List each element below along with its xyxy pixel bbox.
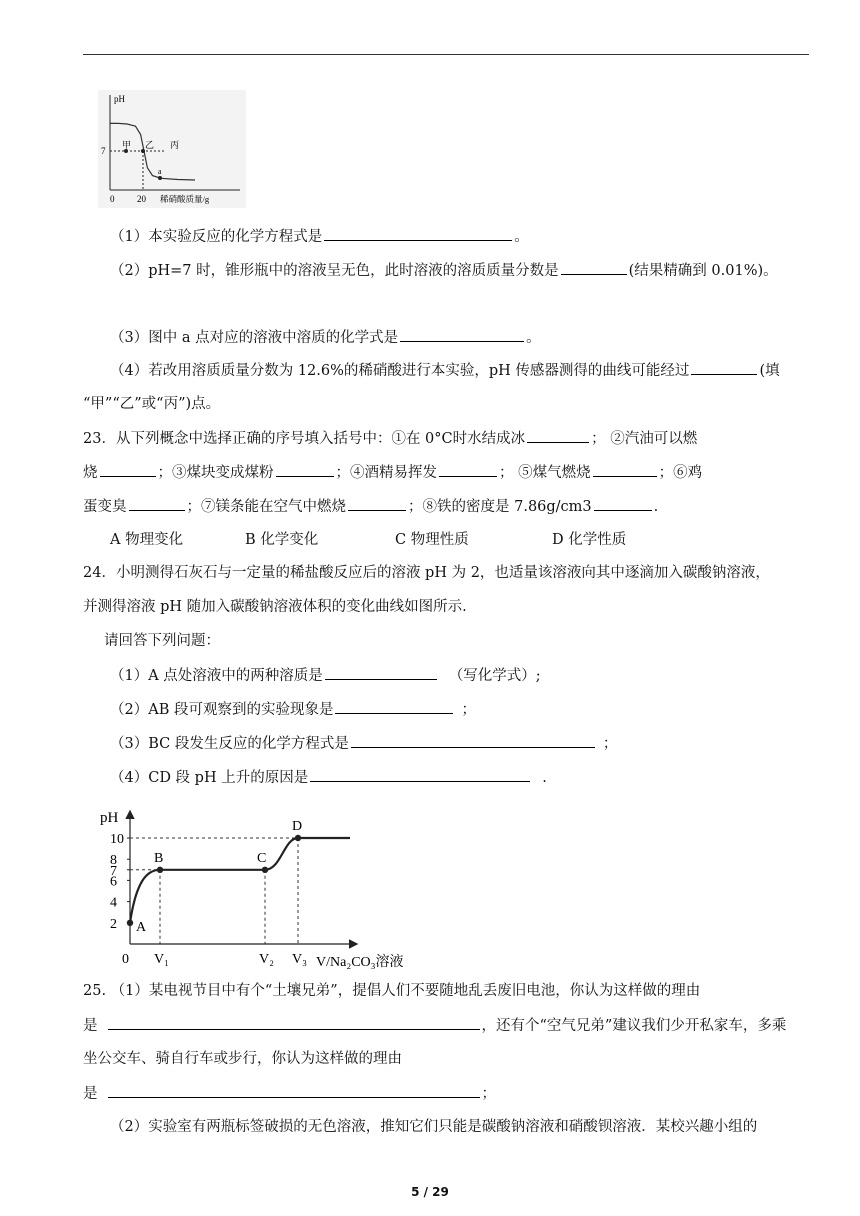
- q25-line2: [83, 1015, 786, 1036]
- q23-blank-6[interactable]: [129, 496, 185, 511]
- q25-l2-a: 是: [83, 1018, 98, 1034]
- q22-p2-text: （2）pH=7 时，锥形瓶中的溶液呈无色，此时溶液的溶质质量分数是: [110, 263, 559, 279]
- q24-p2-blank[interactable]: [335, 699, 453, 714]
- q24-p3-text: （3）BC 段发生反应的化学方程式是: [110, 736, 349, 752]
- q24-p4-end: .: [542, 770, 547, 786]
- q23-l3-b: ；⑦镁条能在空气中燃烧: [186, 499, 346, 515]
- x-tick-20: 20: [137, 194, 146, 204]
- point-d: [295, 835, 301, 841]
- q23-options: [110, 530, 626, 550]
- x-tick-label: V₁: [154, 952, 169, 967]
- q23-blank-1[interactable]: [527, 428, 589, 443]
- q24-p3-blank[interactable]: [351, 733, 595, 748]
- y-tick-label: 2: [110, 916, 117, 932]
- q23-l3-c: ；⑧铁的密度是 7.86g/cm3: [408, 499, 592, 515]
- q23-l2-e: ；⑥鸡: [658, 465, 703, 481]
- y-tick-label: 4: [110, 895, 117, 911]
- q23-line3: [83, 496, 658, 517]
- q22-part4: [110, 360, 780, 381]
- q24-p2-end: ；: [461, 702, 476, 718]
- q22-part2: [110, 260, 778, 281]
- q24-part2: [110, 699, 476, 720]
- label-b: B: [154, 850, 164, 866]
- q25-blank-2[interactable]: [108, 1083, 480, 1098]
- q23-l2-c: ；④酒精易挥发: [335, 465, 437, 481]
- q23-l2-b: ；③煤块变成煤粉: [157, 465, 274, 481]
- q22-p3-blank[interactable]: [400, 327, 524, 342]
- q24-p1-end: （写化学式）;: [448, 668, 541, 684]
- q25-l4-b: ；: [481, 1086, 496, 1102]
- q25-line3: 坐公交车、骑自行车或步行，你认为这样做的理由: [83, 1051, 402, 1067]
- q22-part3: [110, 327, 541, 348]
- q23-blank-3[interactable]: [276, 462, 334, 477]
- q24-part1: [110, 665, 541, 686]
- q22-p4-end: (填: [759, 363, 780, 379]
- q23-blank-5[interactable]: [593, 462, 657, 477]
- q23-option-c: C 物理性质: [395, 532, 469, 548]
- q24-p4-text: （4）CD 段 pH 上升的原因是: [110, 770, 309, 786]
- page-number: 5 / 29: [411, 1185, 449, 1199]
- q25-line1: 25. （1）某电视节目中有个“土壤兄弟”，提倡人们不要随地乱丢废旧电池，你认为这样做的理由: [83, 983, 701, 999]
- q22-p3-end: 。: [526, 330, 541, 346]
- q23-blank-4[interactable]: [439, 462, 497, 477]
- q24-part3: [110, 733, 617, 754]
- data-points-2: [127, 819, 302, 935]
- q23-l1-text: 23．从下列概念中选择正确的序号填入括号中：①在 0°C时水结成冰: [83, 431, 526, 447]
- q23-option-d: D 化学性质: [552, 532, 627, 548]
- q23-option-a: A 物理变化: [110, 532, 184, 548]
- label-yi: 乙: [145, 140, 155, 150]
- q24-p4-blank[interactable]: [310, 767, 530, 782]
- q22-p4-blank[interactable]: [691, 360, 757, 375]
- x-tick-0: 0: [110, 194, 115, 204]
- x-axis-label-2: V/Na₂CO₃溶液: [316, 955, 404, 970]
- y-axis-label: pH: [114, 94, 125, 104]
- q22-p2-blank[interactable]: [561, 260, 627, 275]
- x-ticks-2: [122, 952, 307, 967]
- y-tick-label: 10: [110, 832, 124, 847]
- point-c: [262, 867, 268, 873]
- q24-p3-end: ；: [602, 736, 618, 752]
- y-tick-label: 7: [110, 863, 117, 879]
- q22-p1-end: 。: [514, 229, 529, 245]
- q25-l2-b: ，还有个“空气兄弟”建议我们少开私家车，多乘: [481, 1018, 787, 1034]
- q22-p4-text: （4）若改用溶质质量分数为 12.6%的稀硝酸进行本实验，pH 传感器测得的曲线可能经过: [110, 363, 690, 379]
- x-tick-label: V₂: [259, 952, 274, 967]
- point-a: [158, 176, 162, 180]
- q22-p1-text: （1）本实验反应的化学方程式是: [110, 229, 323, 245]
- x-tick-label: 0: [122, 952, 129, 967]
- point-b: [157, 867, 163, 873]
- ph-chart-sodium-carbonate: [98, 800, 418, 970]
- q22-part1: [110, 226, 529, 247]
- x-tick-label: V₃: [292, 952, 307, 967]
- q23-l3-a: 蛋变臭: [83, 499, 127, 515]
- q22-p1-blank[interactable]: [324, 226, 512, 241]
- q24-part4: [110, 767, 547, 788]
- ph-chart-nitric-acid: [98, 90, 246, 208]
- label-a: A: [136, 919, 147, 935]
- y-tick-7: 7: [101, 146, 106, 156]
- q24-line2: 并测得溶液 pH 随加入碳酸钠溶液体积的变化曲线如图所示.: [83, 599, 467, 615]
- q25-blank-1[interactable]: [108, 1015, 480, 1030]
- q23-l2-d: ； ⑤煤气燃烧: [499, 465, 591, 481]
- q23-line2: [83, 462, 702, 483]
- ph-chart-2-svg: [98, 800, 418, 970]
- y-tick-label: 6: [110, 874, 117, 890]
- q23-blank-7[interactable]: [348, 496, 406, 511]
- label-d: D: [292, 819, 303, 834]
- point-a: [127, 920, 133, 926]
- q24-p1-blank[interactable]: [325, 665, 437, 680]
- q25-line4: [83, 1083, 496, 1104]
- ph-curve-1: [110, 123, 195, 180]
- label-bing: 丙: [170, 140, 180, 150]
- label-a: a: [158, 167, 162, 176]
- q22-p3-text: （3）图中 a 点对应的溶液中溶质的化学式是: [110, 330, 399, 346]
- q23-l2-a: 烧: [83, 465, 98, 481]
- q24-line3: 请回答下列问题：: [104, 633, 220, 649]
- q24-line1: 24．小明测得石灰石与一定量的稀盐酸反应后的溶液 pH 为 2，也适量该溶液向其中逐滴加入碳酸钠溶液，: [83, 565, 770, 581]
- y-axis-label-2: pH: [100, 810, 119, 826]
- q22-p2-end: (结果精确到 0.01%)。: [628, 263, 778, 279]
- header-rule: [83, 54, 809, 55]
- q23-l1-b: ； ②汽油可以燃: [591, 431, 698, 447]
- x-axis-label: 稀硝酸质量/g: [160, 194, 210, 204]
- q25-l4-a: 是: [83, 1086, 98, 1102]
- y-ticks-2: [110, 832, 130, 932]
- q24-p1-text: （1）A 点处溶液中的两种溶质是: [110, 668, 323, 684]
- q22-part4-cont: “甲”“乙”或“丙”)点。: [83, 396, 221, 412]
- q23-blank-8[interactable]: [594, 496, 652, 511]
- q23-l3-d: .: [653, 499, 659, 515]
- q23-line1: [83, 428, 697, 449]
- q24-p2-text: （2）AB 段可观察到的实验现象是: [110, 702, 334, 718]
- q23-blank-2[interactable]: [100, 462, 156, 477]
- q23-option-b: B 化学变化: [245, 532, 319, 548]
- y-tick-label: 8: [110, 853, 117, 869]
- label-jia: 甲: [122, 140, 132, 150]
- label-c: C: [257, 850, 267, 866]
- q25-line5: （2）实验室有两瓶标签破损的无色溶液，推知它们只能是碳酸钠溶液和硝酸钡溶液．某校兴趣小组的: [110, 1119, 758, 1135]
- ph-chart-1-svg: [98, 90, 246, 208]
